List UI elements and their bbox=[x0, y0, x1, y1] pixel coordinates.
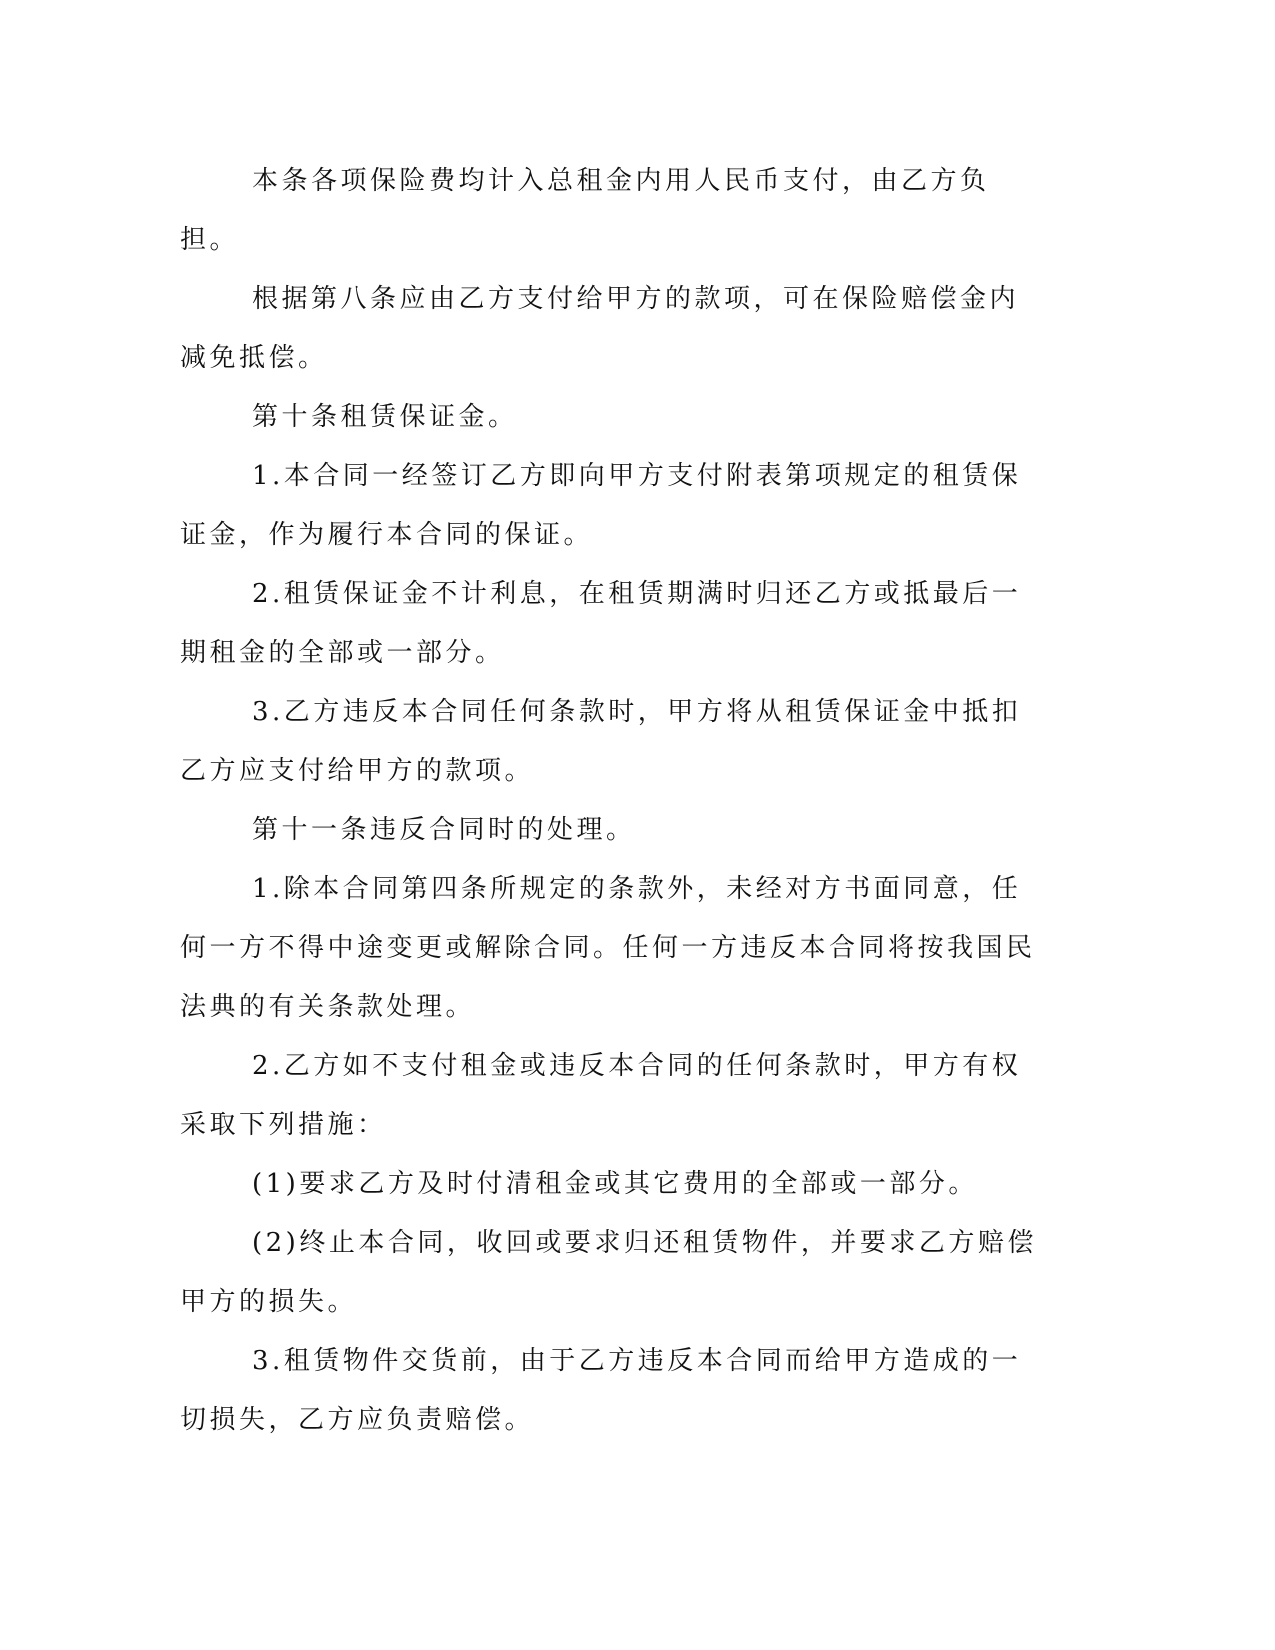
paragraph-insurance-premium: 本条各项保险费均计入总租金内用人民币支付，由乙方负担。 bbox=[180, 166, 990, 255]
article-10-item-2: 2.租赁保证金不计利息，在租赁期满时归还乙方或抵最后一期租金的全部或一部分。 bbox=[180, 579, 1022, 668]
contract-body bbox=[180, 152, 1040, 1450]
article-10-item-3: 3.乙方违反本合同任何条款时，甲方将从租赁保证金中抵扣乙方应支付给甲方的款项。 bbox=[180, 697, 1022, 786]
article-11-item-2: 2.乙方如不支付租金或违反本合同的任何条款时，甲方有权采取下列措施： bbox=[180, 1051, 1022, 1140]
paragraph-deduction: 根据第八条应由乙方支付给甲方的款项，可在保险赔偿金内减免抵偿。 bbox=[180, 284, 1020, 373]
article-11-heading: 第十一条违反合同时的处理。 bbox=[252, 815, 636, 845]
article-10-heading: 第十条租赁保证金。 bbox=[252, 402, 518, 432]
article-10-item-1: 1.本合同一经签订乙方即向甲方支付附表第项规定的租赁保证金，作为履行本合同的保证。 bbox=[180, 461, 1022, 550]
article-11-item-3: 3.租赁物件交货前，由于乙方违反本合同而给甲方造成的一切损失，乙方应负责赔偿。 bbox=[180, 1346, 1022, 1435]
article-11-item-2-sub-1: (1)要求乙方及时付清租金或其它费用的全部或一部分。 bbox=[252, 1169, 978, 1199]
article-11-item-2-sub-2: (2)终止本合同，收回或要求归还租赁物件，并要求乙方赔偿甲方的损失。 bbox=[180, 1228, 1037, 1317]
article-11-item-1: 1.除本合同第四条所规定的条款外，未经对方书面同意，任何一方不得中途变更或解除合同。任何一方违反本合同将按我国民法典的有关条款处理。 bbox=[180, 874, 1036, 1022]
